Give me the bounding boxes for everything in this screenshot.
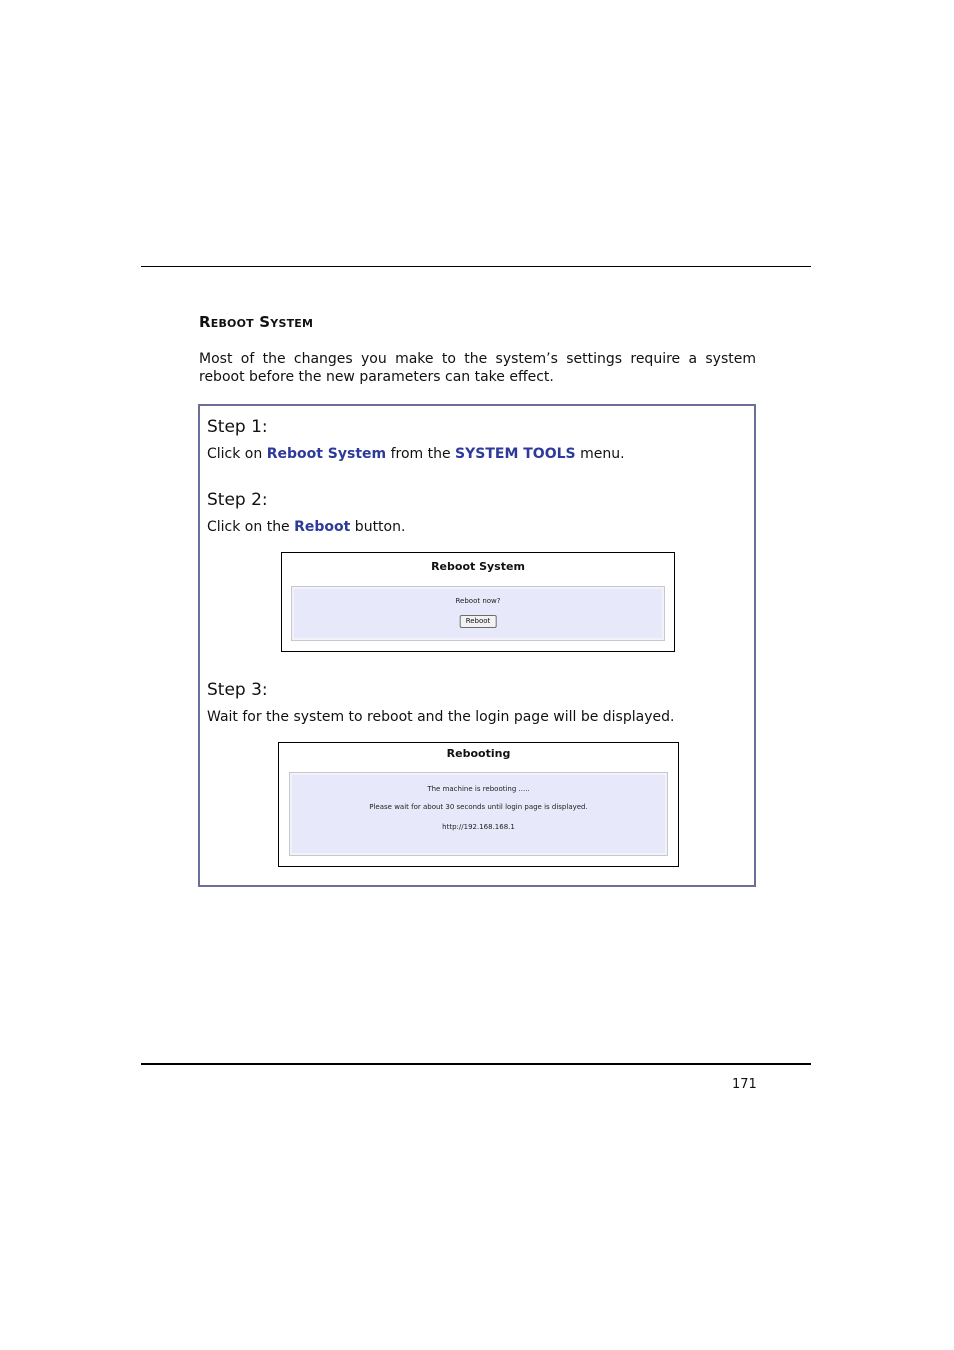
system-tools-menu-ref: SYSTEM TOOLS [455, 446, 576, 462]
step-1-text-part: Click on [207, 446, 267, 462]
step-1-text [207, 446, 625, 462]
rebooting-screenshot [278, 742, 679, 867]
screenshot-title: Rebooting [446, 747, 511, 760]
step-2-heading: Step 2: [207, 490, 268, 510]
step-3-heading: Step 3: [207, 680, 268, 700]
reboot-button-ref: Reboot [294, 519, 351, 535]
step-1-heading: Step 1: [207, 417, 268, 437]
wait-message: Please wait for about 30 seconds until login page is displayed. [369, 803, 588, 811]
reboot-system-screenshot [281, 552, 675, 652]
intro-paragraph: Most of the changes you make to the system’s settings require a system reboot before the new parameters can take effect. [199, 351, 756, 385]
step-2-text-part: button. [350, 519, 406, 535]
step-2-text [207, 519, 405, 535]
reboot-system-menu-ref: Reboot System [266, 446, 387, 462]
login-url[interactable]: http://192.168.168.1 [442, 823, 515, 831]
header-rule [141, 266, 811, 267]
footer-rule [141, 1063, 811, 1065]
step-1-text-part: menu. [575, 446, 625, 462]
screenshot-panel [291, 586, 665, 641]
section-title: Reboot System [199, 313, 314, 331]
rebooting-message: The machine is rebooting ..... [427, 785, 530, 793]
step-3-text: Wait for the system to reboot and the login page will be displayed. [207, 709, 675, 725]
screenshot-title: Reboot System [431, 560, 525, 573]
screenshot-panel [289, 772, 668, 856]
reboot-prompt: Reboot now? [455, 597, 501, 605]
step-1-text-part: from the [386, 446, 456, 462]
step-2-text-part: Click on the [207, 519, 295, 535]
page-number: 171 [732, 1077, 757, 1092]
steps-box [198, 404, 756, 887]
reboot-button[interactable]: Reboot [460, 615, 497, 628]
